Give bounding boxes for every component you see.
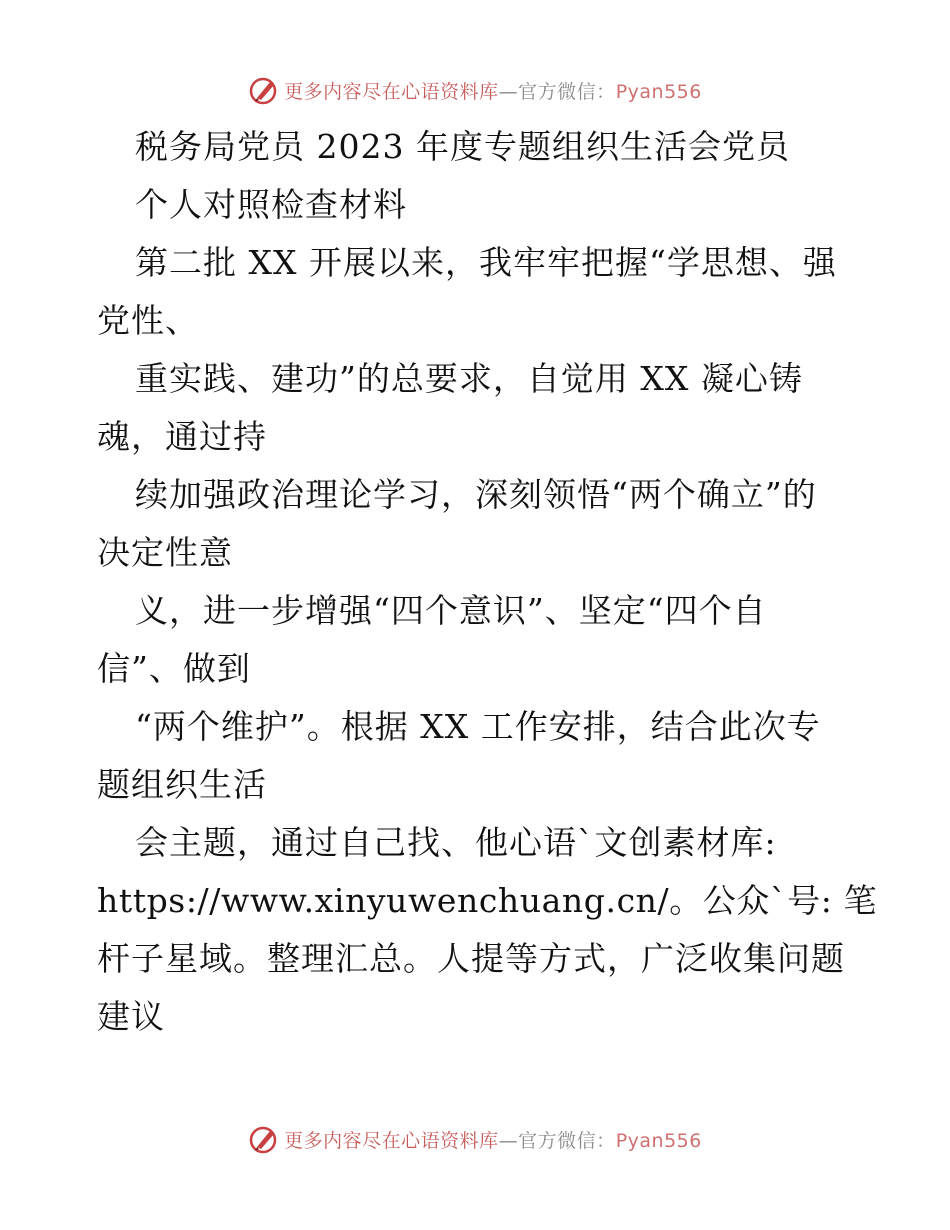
pen-logo-icon: [248, 1123, 280, 1155]
paragraph-line: 杆子星域。整理汇总。人提等方式，广泛收集问题: [97, 939, 845, 978]
paragraph-line: 会主题，通过自己找、他心语`文创素材库:: [135, 823, 777, 862]
watermark-text: 更多内容尽在心语资料库—官方微信：Pyan556: [284, 1129, 702, 1152]
title-line-2: 个人对照检查材料: [135, 185, 407, 224]
paragraph-line: https://www.xinyuwenchuang.cn/。公众`号: 笔: [97, 881, 878, 920]
paragraph-line: 决定性意: [97, 533, 233, 572]
paragraph-line: 建议: [97, 997, 165, 1036]
paragraph-line: 党性、: [97, 301, 199, 340]
pen-logo-icon: [248, 74, 280, 106]
paragraph-line: 义，进一步增强“四个意识”、坚定“四个自: [135, 591, 767, 630]
paragraph-line: 续加强政治理论学习，深刻领悟“两个确立”的: [135, 475, 817, 514]
paragraph-line: 题组织生活: [97, 765, 267, 804]
paragraph-line: 第二批 XX 开展以来，我牢牢把握“学思想、强: [135, 243, 837, 282]
paragraph-line: 信”、做到: [97, 649, 251, 688]
header-watermark: [0, 70, 950, 110]
paragraph-line: 重实践、建功”的总要求，自觉用 XX 凝心铸: [135, 359, 803, 398]
watermark-text: 更多内容尽在心语资料库—官方微信：Pyan556: [284, 80, 702, 103]
title-line-1: 税务局党员 2023 年度专题组织生活会党员: [135, 127, 790, 166]
paragraph-line: “两个维护”。根据 XX 工作安排，结合此次专: [135, 707, 821, 746]
footer-watermark: [0, 1119, 950, 1159]
paragraph-line: 魂，通过持: [97, 417, 267, 456]
